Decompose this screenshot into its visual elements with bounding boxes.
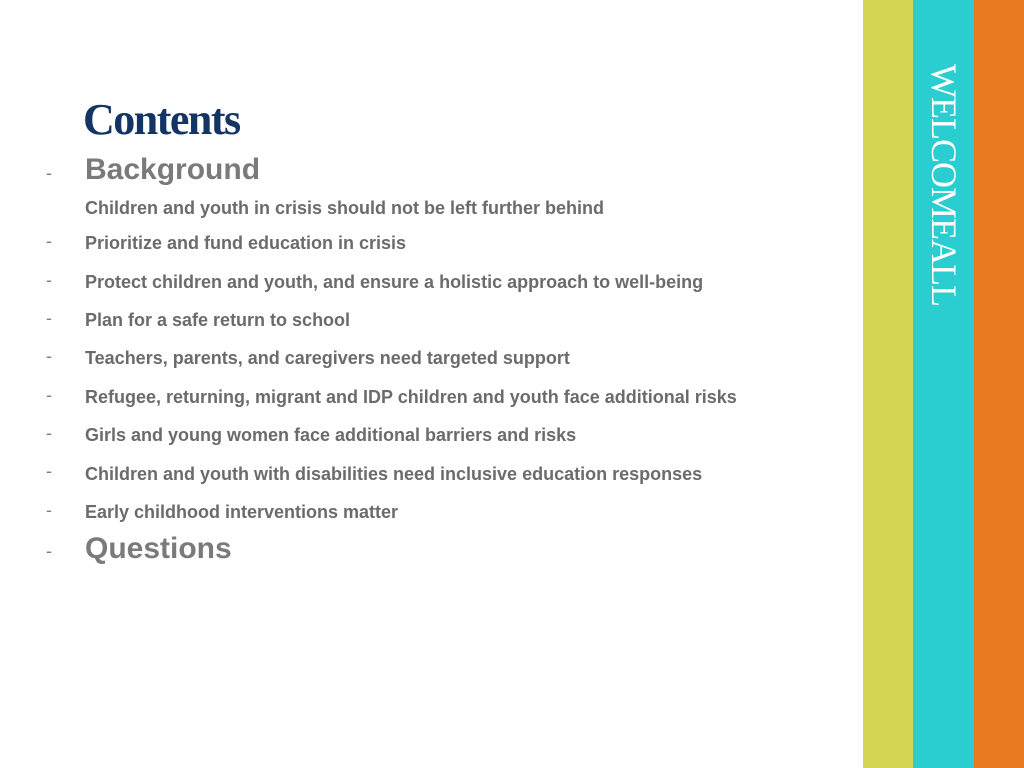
welcome-all-label: WELCOMEALL bbox=[924, 64, 964, 306]
list-item: Early childhood interventions matter bbox=[85, 502, 399, 522]
list-item: Plan for a safe return to school bbox=[85, 310, 351, 330]
list-item: Teachers, parents, and caregivers need targeted support bbox=[85, 348, 570, 368]
list-item-background: Background bbox=[85, 153, 261, 186]
list-item: Girls and young women face additional barriers and risks bbox=[85, 425, 577, 445]
list-item-questions: Questions bbox=[85, 532, 232, 565]
bullet-dash: - bbox=[46, 231, 52, 251]
bullet-dash: - bbox=[46, 385, 52, 405]
list-item: Children and youth with disabilities need inclusive education responses bbox=[85, 464, 703, 484]
bullet-dash: - bbox=[46, 500, 52, 520]
list-item: Protect children and youth, and ensure a holistic approach to well-being bbox=[85, 272, 704, 292]
list-item: Refugee, returning, migrant and IDP children and youth face additional risks bbox=[85, 387, 737, 407]
list-item-subline: Children and youth in crisis should not be left further behind bbox=[85, 198, 605, 218]
stripe-green bbox=[863, 0, 913, 768]
bullet-dash: - bbox=[46, 423, 52, 443]
bullet-dash: - bbox=[46, 163, 52, 183]
list-item: Prioritize and fund education in crisis bbox=[85, 233, 407, 253]
page-title: Contents bbox=[83, 95, 240, 144]
bullet-dash: - bbox=[46, 308, 52, 328]
bullet-dash: - bbox=[46, 541, 52, 561]
bullet-dash: - bbox=[46, 461, 52, 481]
bullet-dash: - bbox=[46, 346, 52, 366]
bullet-dash: - bbox=[46, 270, 52, 290]
stripe-orange bbox=[974, 0, 1024, 768]
